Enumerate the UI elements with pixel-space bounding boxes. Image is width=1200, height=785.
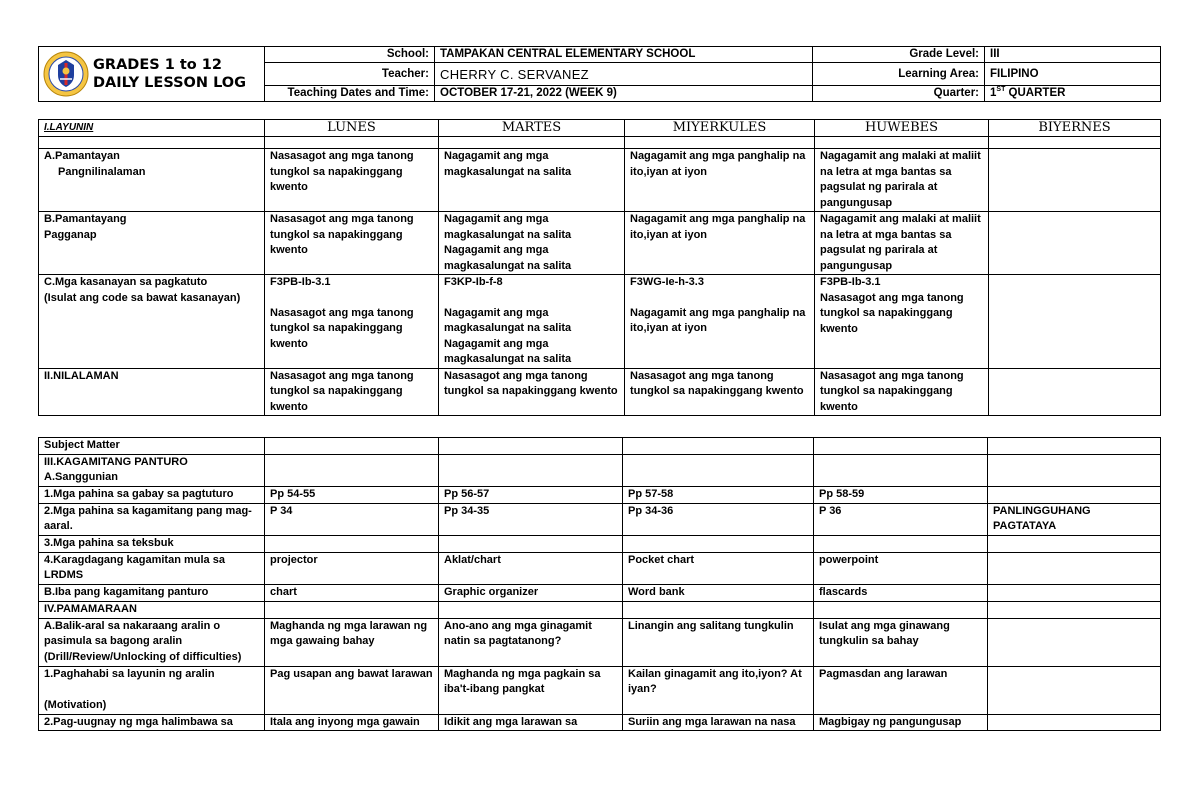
table-cell: Pocket chart: [623, 552, 814, 584]
table-cell: Nasasagot ang mga tanong tungkol sa napakinggang kwento: [625, 368, 815, 416]
table-cell: [265, 535, 439, 552]
table-row: [39, 368, 1161, 416]
table-cell: Word bank: [623, 584, 814, 601]
row-label: 1.Paghahabi sa layunin ng aralin (Motivation): [39, 666, 265, 714]
area-label: Learning Area:: [813, 63, 985, 86]
table-cell: Aklat/chart: [439, 552, 623, 584]
table-cell: Nasasagot ang mga tanong tungkol sa napakinggang kwento: [815, 368, 989, 416]
table-cell: Pp 56-57: [439, 486, 623, 503]
table-cell: Nasasagot ang mga tanong tungkol sa napakinggang kwento: [265, 149, 439, 212]
table-cell: [265, 454, 439, 486]
table-cell: Pp 58-59: [814, 486, 988, 503]
grade-label: Grade Level:: [813, 47, 985, 63]
row-label: B.Iba pang kagamitang panturo: [39, 584, 265, 601]
teacher-label: Teacher:: [265, 63, 435, 86]
table-cell: F3PB-Ib-3.1 Nasasagot ang mga tanong tungkol sa napakinggang kwento: [815, 275, 989, 369]
table-cell: [989, 368, 1161, 416]
table-row: [39, 503, 1161, 535]
table-cell: [265, 601, 439, 618]
table-cell: [988, 438, 1161, 455]
table-cell: Idikit ang mga larawan sa: [439, 714, 623, 731]
header-table: [38, 46, 1161, 102]
table-cell: [988, 714, 1161, 731]
table-cell: [989, 212, 1161, 275]
row-label: 2.Pag-uugnay ng mga halimbawa sa: [39, 714, 265, 731]
title-line2: DAILY LESSON LOG: [93, 75, 247, 91]
layunin-table: [38, 119, 1161, 416]
table-cell: flascards: [814, 584, 988, 601]
table-cell: [439, 535, 623, 552]
table-row: [39, 666, 1161, 714]
table-cell: F3KP-Ib-f-8 Nagagamit ang mga magkasalungat na salita Nagagamit ang mga magkasalungat na salita: [439, 275, 625, 369]
row-label: 3.Mga pahina sa teksbuk: [39, 535, 265, 552]
table-cell: Pp 34-36: [623, 503, 814, 535]
blank-cell: [625, 137, 815, 149]
table-cell: Nagagamit ang mga panghalip na ito,iyan at iyon: [625, 149, 815, 212]
deped-seal-icon: [43, 51, 89, 97]
table-cell: Pp 54-55: [265, 486, 439, 503]
table-cell: Nasasagot ang mga tanong tungkol sa napakinggang kwento: [265, 368, 439, 416]
table-cell: Graphic organizer: [439, 584, 623, 601]
quarter-label: Quarter:: [813, 86, 985, 102]
table-row: [39, 584, 1161, 601]
row-label: Subject Matter: [39, 438, 265, 455]
table-row: [39, 454, 1161, 486]
blank-cell: [815, 137, 989, 149]
school-value: TAMPAKAN CENTRAL ELEMENTARY SCHOOL: [435, 47, 813, 63]
table-cell: Itala ang inyong mga gawain: [265, 714, 439, 731]
table-cell: [988, 454, 1161, 486]
row-label: A.Balik-aral sa nakaraang aralin o pasimula sa bagong aralin (Drill/Review/Unlocking of difficulties): [39, 618, 265, 666]
table-cell: Linangin ang salitang tungkulin: [623, 618, 814, 666]
competency-code: F3WG-Ie-h-3.3: [630, 276, 704, 288]
day-header: BIYERNES: [989, 120, 1161, 137]
row-label: II.NILALAMAN: [39, 368, 265, 416]
table-cell: Pagmasdan ang larawan: [814, 666, 988, 714]
table-cell: Suriin ang mga larawan na nasa: [623, 714, 814, 731]
row-label: 4.Karagdagang kagamitan mula sa LRDMS: [39, 552, 265, 584]
table-cell: Nasasagot ang mga tanong tungkol sa napakinggang kwento: [439, 368, 625, 416]
table-cell: [814, 601, 988, 618]
table-cell: Nasasagot ang mga tanong tungkol sa napakinggang kwento: [265, 212, 439, 275]
table-cell: [988, 584, 1161, 601]
table-cell: Pag usapan ang bawat larawan: [265, 666, 439, 714]
table-cell: Nagagamit ang malaki at maliit na letra at mga bantas sa pagsulat ng parirala at pangungusap: [815, 149, 989, 212]
table-row: [39, 275, 1161, 369]
table-cell: F3WG-Ie-h-3.3 Nagagamit ang mga panghalip na ito,iyan at iyon: [625, 275, 815, 369]
table-row: [39, 618, 1161, 666]
quarter-value: 1ST QUARTER: [985, 86, 1161, 102]
day-header: MIYERKULES: [625, 120, 815, 137]
table-cell: Maghanda ng mga pagkain sa iba't-ibang pangkat: [439, 666, 623, 714]
dates-label: Teaching Dates and Time:: [265, 86, 435, 102]
table-cell: Kailan ginagamit ang ito,iyon? At iyan?: [623, 666, 814, 714]
row-label: B.Pamantayang Pagganap: [39, 212, 265, 275]
dates-value: OCTOBER 17-21, 2022 (WEEK 9): [435, 86, 813, 102]
table-cell: [814, 454, 988, 486]
table-cell: [439, 454, 623, 486]
table-cell: [988, 666, 1161, 714]
row-label: 1.Mga pahina sa gabay sa pagtuturo: [39, 486, 265, 503]
row-label: C.Mga kasanayan sa pagkatuto (Isulat ang code sa bawat kasanayan): [39, 275, 265, 369]
table-cell: [623, 454, 814, 486]
table-cell: PANLINGGUHANG PAGTATAYA: [988, 503, 1161, 535]
blank-cell: [265, 137, 439, 149]
table-cell: Magbigay ng pangungusap: [814, 714, 988, 731]
table-cell: [814, 438, 988, 455]
table-cell: [265, 438, 439, 455]
table-cell: Nagagamit ang malaki at maliit na letra at mga bantas sa pagsulat ng parirala at pangungusap: [815, 212, 989, 275]
day-header: MARTES: [439, 120, 625, 137]
table-cell: Nagagamit ang mga magkasalungat na salita Nagagamit ang mga magkasalungat na salita: [439, 212, 625, 275]
blank-cell: [439, 137, 625, 149]
layunin-header: I.LAYUNIN: [39, 120, 265, 137]
table-cell: [989, 275, 1161, 369]
table-row: [39, 601, 1161, 618]
day-header: HUWEBES: [815, 120, 989, 137]
table-cell: [988, 486, 1161, 503]
kagamitan-table: [38, 437, 1161, 731]
table-cell: [988, 535, 1161, 552]
table-cell: Pp 57-58: [623, 486, 814, 503]
table-cell: Nagagamit ang mga panghalip na ito,iyan at iyon: [625, 212, 815, 275]
table-cell: Nagagamit ang mga magkasalungat na salita: [439, 149, 625, 212]
row-label: III.KAGAMITANG PANTURO A.Sanggunian: [39, 454, 265, 486]
competency-code: F3PB-Ib-3.1: [270, 276, 331, 288]
table-cell: [439, 438, 623, 455]
teacher-value: CHERRY C. SERVANEZ: [435, 63, 813, 86]
table-cell: P 36: [814, 503, 988, 535]
table-cell: powerpoint: [814, 552, 988, 584]
table-cell: [623, 438, 814, 455]
table-row: [39, 149, 1161, 212]
table-cell: Isulat ang mga ginawang tungkulin sa bahay: [814, 618, 988, 666]
title-line1: GRADES 1 to 12: [93, 57, 222, 73]
table-cell: Ano-ano ang mga ginagamit natin sa pagtatanong?: [439, 618, 623, 666]
table-cell: [623, 601, 814, 618]
row-label: A.Pamantayan Pangnilinalaman: [39, 149, 265, 212]
table-cell: [988, 552, 1161, 584]
table-cell: Pp 34-35: [439, 503, 623, 535]
table-cell: [988, 601, 1161, 618]
grade-value: III: [985, 47, 1161, 63]
table-cell: Maghanda ng mga larawan ng mga gawaing bahay: [265, 618, 439, 666]
logo-title-cell: [39, 47, 265, 102]
area-value: FILIPINO: [985, 63, 1161, 86]
competency-code: F3KP-Ib-f-8: [444, 276, 503, 288]
table-cell: F3PB-Ib-3.1 Nasasagot ang mga tanong tungkol sa napakinggang kwento: [265, 275, 439, 369]
table-row: [39, 535, 1161, 552]
table-row: [39, 714, 1161, 731]
table-cell: [988, 618, 1161, 666]
competency-code: F3PB-Ib-3.1: [820, 276, 881, 288]
table-row: [39, 438, 1161, 455]
school-label: School:: [265, 47, 435, 63]
table-cell: [814, 535, 988, 552]
table-cell: [989, 149, 1161, 212]
row-label: IV.PAMAMARAAN: [39, 601, 265, 618]
table-cell: [623, 535, 814, 552]
row-label: 2.Mga pahina sa kagamitang pang mag-aaral.: [39, 503, 265, 535]
table-cell: chart: [265, 584, 439, 601]
table-cell: projector: [265, 552, 439, 584]
day-header: LUNES: [265, 120, 439, 137]
blank-cell: [989, 137, 1161, 149]
table-row: [39, 486, 1161, 503]
blank-cell: [39, 137, 265, 149]
table-cell: P 34: [265, 503, 439, 535]
table-row: [39, 212, 1161, 275]
table-cell: [439, 601, 623, 618]
table-row: [39, 552, 1161, 584]
